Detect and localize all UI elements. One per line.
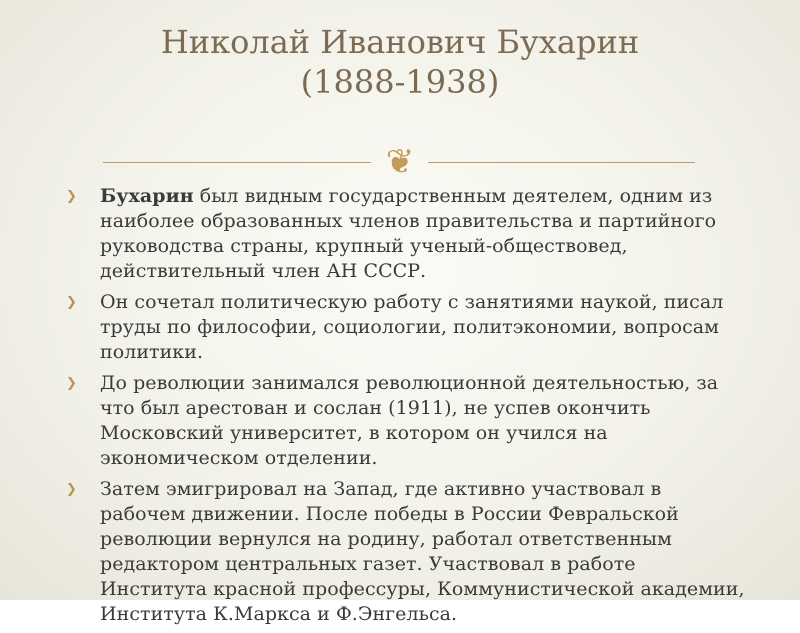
divider-rule-right: [428, 162, 695, 163]
title-years: (1888-1938): [300, 63, 500, 101]
ornament-icon: ❦: [385, 142, 415, 182]
bullet-list: [66, 184, 746, 633]
bullet-text: был видным государственным деятелем, одним из наиболее образованных членов правительства и партийного руководства страны, крупный ученый-обществовед, действительный член АН СССР.: [100, 185, 717, 282]
title-name: Николай Иванович Бухарин: [160, 23, 640, 61]
chevron-right-icon: ❯: [66, 482, 77, 497]
bullet-item: [66, 477, 746, 627]
chevron-right-icon: ❯: [66, 376, 77, 391]
bullet-text: До революции занимался революционной деятельностью, за что был арестован и сослан (1911), не успев окончить Московский университет, в котором он учился на экономическом отделении.: [100, 372, 719, 469]
title-divider: [0, 132, 800, 192]
chevron-right-icon: ❯: [66, 189, 77, 204]
chevron-right-icon: ❯: [66, 295, 77, 310]
bullet-item: [66, 184, 746, 284]
bullet-text: Он сочетал политическую работу с занятиями наукой, писал труды по философии, социологии, политэкономии, вопросам политики.: [100, 291, 724, 363]
bullet-item: [66, 371, 746, 471]
bullet-item: [66, 290, 746, 365]
divider-rule-left: [103, 162, 371, 163]
bullet-text: Затем эмигрировал на Запад, где активно участвовал в рабочем движении. После победы в России Февральской революции вернулся на родину, работал ответственным редактором центральных газет. Участвовал в работе Института красной профессуры, Коммунистической академии, Института К.Маркса и Ф.Энгельса.: [100, 478, 745, 625]
bullet-lead: Бухарин: [100, 185, 194, 207]
slide-title: [0, 22, 800, 102]
